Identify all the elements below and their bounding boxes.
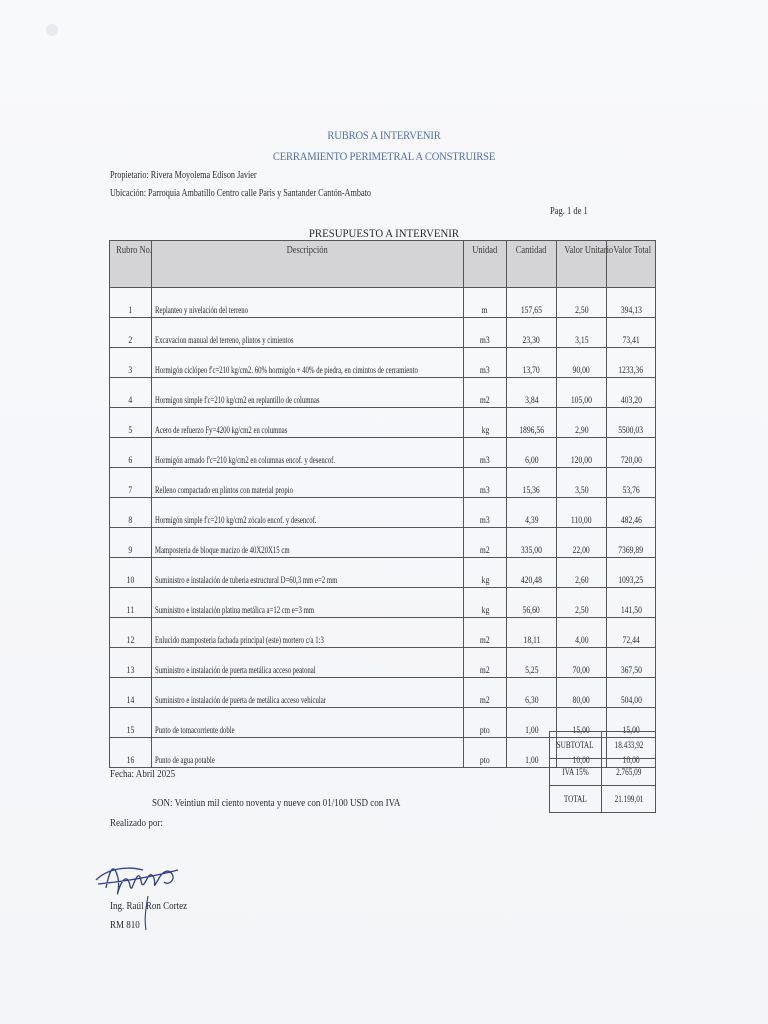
row-number: 3 (110, 348, 152, 378)
row-unit-price: 4,00 (557, 618, 607, 648)
row-unit: m3 (464, 348, 507, 378)
row-number: 13 (110, 648, 152, 678)
table-row (110, 618, 656, 648)
row-unit: m2 (464, 648, 507, 678)
totals-row (550, 786, 656, 813)
row-number: 8 (110, 498, 152, 528)
row-total: 504,00 (607, 678, 656, 708)
row-total: 403,20 (607, 378, 656, 408)
row-description: Mamposteria de bloque macizo de 40X20X15 cm (152, 528, 464, 558)
header-valor-total: Valor Total (607, 241, 656, 288)
row-quantity: 56,60 (507, 588, 557, 618)
row-unit: kg (464, 588, 507, 618)
row-total: 73,41 (607, 318, 656, 348)
signer-name: Ing. Raúl Ron Cortez (110, 900, 188, 912)
totals-label: IVA 15% (550, 759, 602, 786)
row-quantity: 1,00 (507, 738, 557, 768)
row-description: Hormigon simple f'c=210 kg/cm2 en replantillo de columnas (152, 378, 464, 408)
row-number: 5 (110, 408, 152, 438)
row-unit: m2 (464, 618, 507, 648)
table-row (110, 588, 656, 618)
row-unit: m (464, 288, 507, 318)
row-description: Relleno compactado en plintos con material propio (152, 468, 464, 498)
row-description: Replanteo y nivelación del terreno (152, 288, 464, 318)
row-description: Punto de agua potable (152, 738, 464, 768)
signer-registration: RM 810 (110, 919, 140, 931)
row-unit-price: 2,90 (557, 408, 607, 438)
table-row (110, 318, 656, 348)
header-valor-unitario: Valor Unitario (557, 241, 607, 288)
row-unit-price: 120,00 (557, 438, 607, 468)
owner-line: Propietario: Rivera Moyolema Edison Javier (110, 170, 257, 181)
row-total: 367,50 (607, 648, 656, 678)
row-total: 15,00 (607, 708, 656, 738)
header-rubro: Rubro No. (110, 241, 152, 288)
row-total: 482,46 (607, 498, 656, 528)
row-total: 72,44 (607, 618, 656, 648)
row-total: 720,00 (607, 438, 656, 468)
row-total: 394,13 (607, 288, 656, 318)
row-unit: kg (464, 408, 507, 438)
made-by-label: Realizado por: (110, 817, 163, 829)
row-number: 7 (110, 468, 152, 498)
row-quantity: 420,48 (507, 558, 557, 588)
document-title: RUBROS A INTERVENIR (327, 128, 441, 142)
row-unit-price: 2,50 (557, 288, 607, 318)
row-number: 15 (110, 708, 152, 738)
row-number: 4 (110, 378, 152, 408)
row-number: 6 (110, 438, 152, 468)
budget-table (109, 240, 656, 768)
row-unit: m3 (464, 438, 507, 468)
totals-row (550, 732, 656, 759)
row-number: 2 (110, 318, 152, 348)
table-row (110, 558, 656, 588)
totals-value: 18.433,92 (602, 732, 656, 759)
row-description: Excavacion manual del terreno, plintos y cimientos (152, 318, 464, 348)
header-unidad: Unidad (464, 241, 507, 288)
row-total: 1093,25 (607, 558, 656, 588)
row-unit-price: 3,15 (557, 318, 607, 348)
row-quantity: 6,30 (507, 678, 557, 708)
totals-label: SUBTOTAL (550, 732, 602, 759)
scan-smudge (46, 24, 58, 36)
row-total: 53,76 (607, 468, 656, 498)
row-description: Hormigón simple f'c=210 kg/cm2 zócalo encof. y desencof. (152, 498, 464, 528)
row-total: 5500,03 (607, 408, 656, 438)
row-unit: m3 (464, 468, 507, 498)
row-unit-price: 80,00 (557, 678, 607, 708)
row-unit-price: 3,50 (557, 468, 607, 498)
table-row (110, 528, 656, 558)
row-quantity: 13,70 (507, 348, 557, 378)
table-row (110, 438, 656, 468)
table-row (110, 408, 656, 438)
table-header-row (110, 241, 656, 288)
table-row (110, 498, 656, 528)
table-row (110, 348, 656, 378)
totals-label: TOTAL (550, 786, 602, 813)
row-description: Punto de tomacorriente doble (152, 708, 464, 738)
row-quantity: 4,39 (507, 498, 557, 528)
date-line: Fecha: Abril 2025 (110, 768, 176, 780)
row-quantity: 3,84 (507, 378, 557, 408)
totals-row (550, 759, 656, 786)
row-total: 7369,89 (607, 528, 656, 558)
row-unit: m2 (464, 678, 507, 708)
row-number: 9 (110, 528, 152, 558)
table-row (110, 288, 656, 318)
row-description: Suministro e instalación de puerta metálica acceso peatonal (152, 648, 464, 678)
row-number: 14 (110, 678, 152, 708)
row-description: Acero de refuerzo Fy=4200 kg/cm2 en columnas (152, 408, 464, 438)
row-description: Suministro e instalación de puerta de metálica acceso vehicular (152, 678, 464, 708)
totals-table (549, 731, 656, 813)
row-unit-price: 2,60 (557, 558, 607, 588)
row-number: 1 (110, 288, 152, 318)
row-unit-price: 90,00 (557, 348, 607, 378)
row-quantity: 6,00 (507, 438, 557, 468)
row-unit: pto (464, 708, 507, 738)
row-quantity: 1,00 (507, 708, 557, 738)
row-description: Enlucido mamposteria fachada principal (este) mortero c/a 1:3 (152, 618, 464, 648)
row-unit-price: 105,00 (557, 378, 607, 408)
header-descripcion: Descripción (152, 241, 464, 288)
row-unit: m2 (464, 528, 507, 558)
row-description: Hormigón ciclópeo f'c=210 kg/cm2. 60% hormigón + 40% de piedra, en cimintos de cerramiento (152, 348, 464, 378)
row-number: 12 (110, 618, 152, 648)
document-subtitle: CERRAMIENTO PERIMETRAL A CONSTRUIRSE (272, 149, 496, 163)
location-line: Ubicación: Parroquia Ambatillo Centro calle Paris y Santander Cantón-Ambato (110, 188, 371, 199)
budget-table-title: PRESUPUESTO A INTERVENIR (308, 226, 460, 240)
row-unit: m3 (464, 498, 507, 528)
row-quantity: 18,11 (507, 618, 557, 648)
row-quantity: 23,30 (507, 318, 557, 348)
row-number: 10 (110, 558, 152, 588)
row-total: 10,00 (607, 738, 656, 768)
row-quantity: 15,36 (507, 468, 557, 498)
row-unit-price: 70,00 (557, 648, 607, 678)
row-number: 16 (110, 738, 152, 768)
table-row (110, 678, 656, 708)
table-row (110, 378, 656, 408)
row-unit: kg (464, 558, 507, 588)
row-quantity: 5,25 (507, 648, 557, 678)
row-quantity: 157,65 (507, 288, 557, 318)
row-description: Hormigón armado f'c=210 kg/cm2 en columnas encof. y desencof. (152, 438, 464, 468)
row-quantity: 335,00 (507, 528, 557, 558)
row-number: 11 (110, 588, 152, 618)
amount-in-words: SON: Veintiun mil ciento noventa y nueve con 01/100 USD con IVA (152, 797, 401, 809)
row-total: 1233,36 (607, 348, 656, 378)
header-cantidad: Cantidad (507, 241, 557, 288)
totals-value: 21.199,01 (602, 786, 656, 813)
row-description: Suministro e instalación de tuberia estructural D=60,3 mm e=2 mm (152, 558, 464, 588)
row-unit: m2 (464, 378, 507, 408)
row-unit-price: 22,00 (557, 528, 607, 558)
row-unit-price: 2,50 (557, 588, 607, 618)
row-unit: pto (464, 738, 507, 768)
row-unit-price: 10,00 (557, 738, 607, 768)
table-row (110, 468, 656, 498)
row-unit-price: 15,00 (557, 708, 607, 738)
table-row (110, 648, 656, 678)
row-quantity: 1896,56 (507, 408, 557, 438)
row-total: 141,50 (607, 588, 656, 618)
row-unit: m3 (464, 318, 507, 348)
row-description: Suministro e instalación platina metálica a=12 cm e=3 mm (152, 588, 464, 618)
totals-value: 2.765,09 (602, 759, 656, 786)
page-number: Pag. 1 de 1 (550, 206, 588, 217)
row-unit-price: 110,00 (557, 498, 607, 528)
